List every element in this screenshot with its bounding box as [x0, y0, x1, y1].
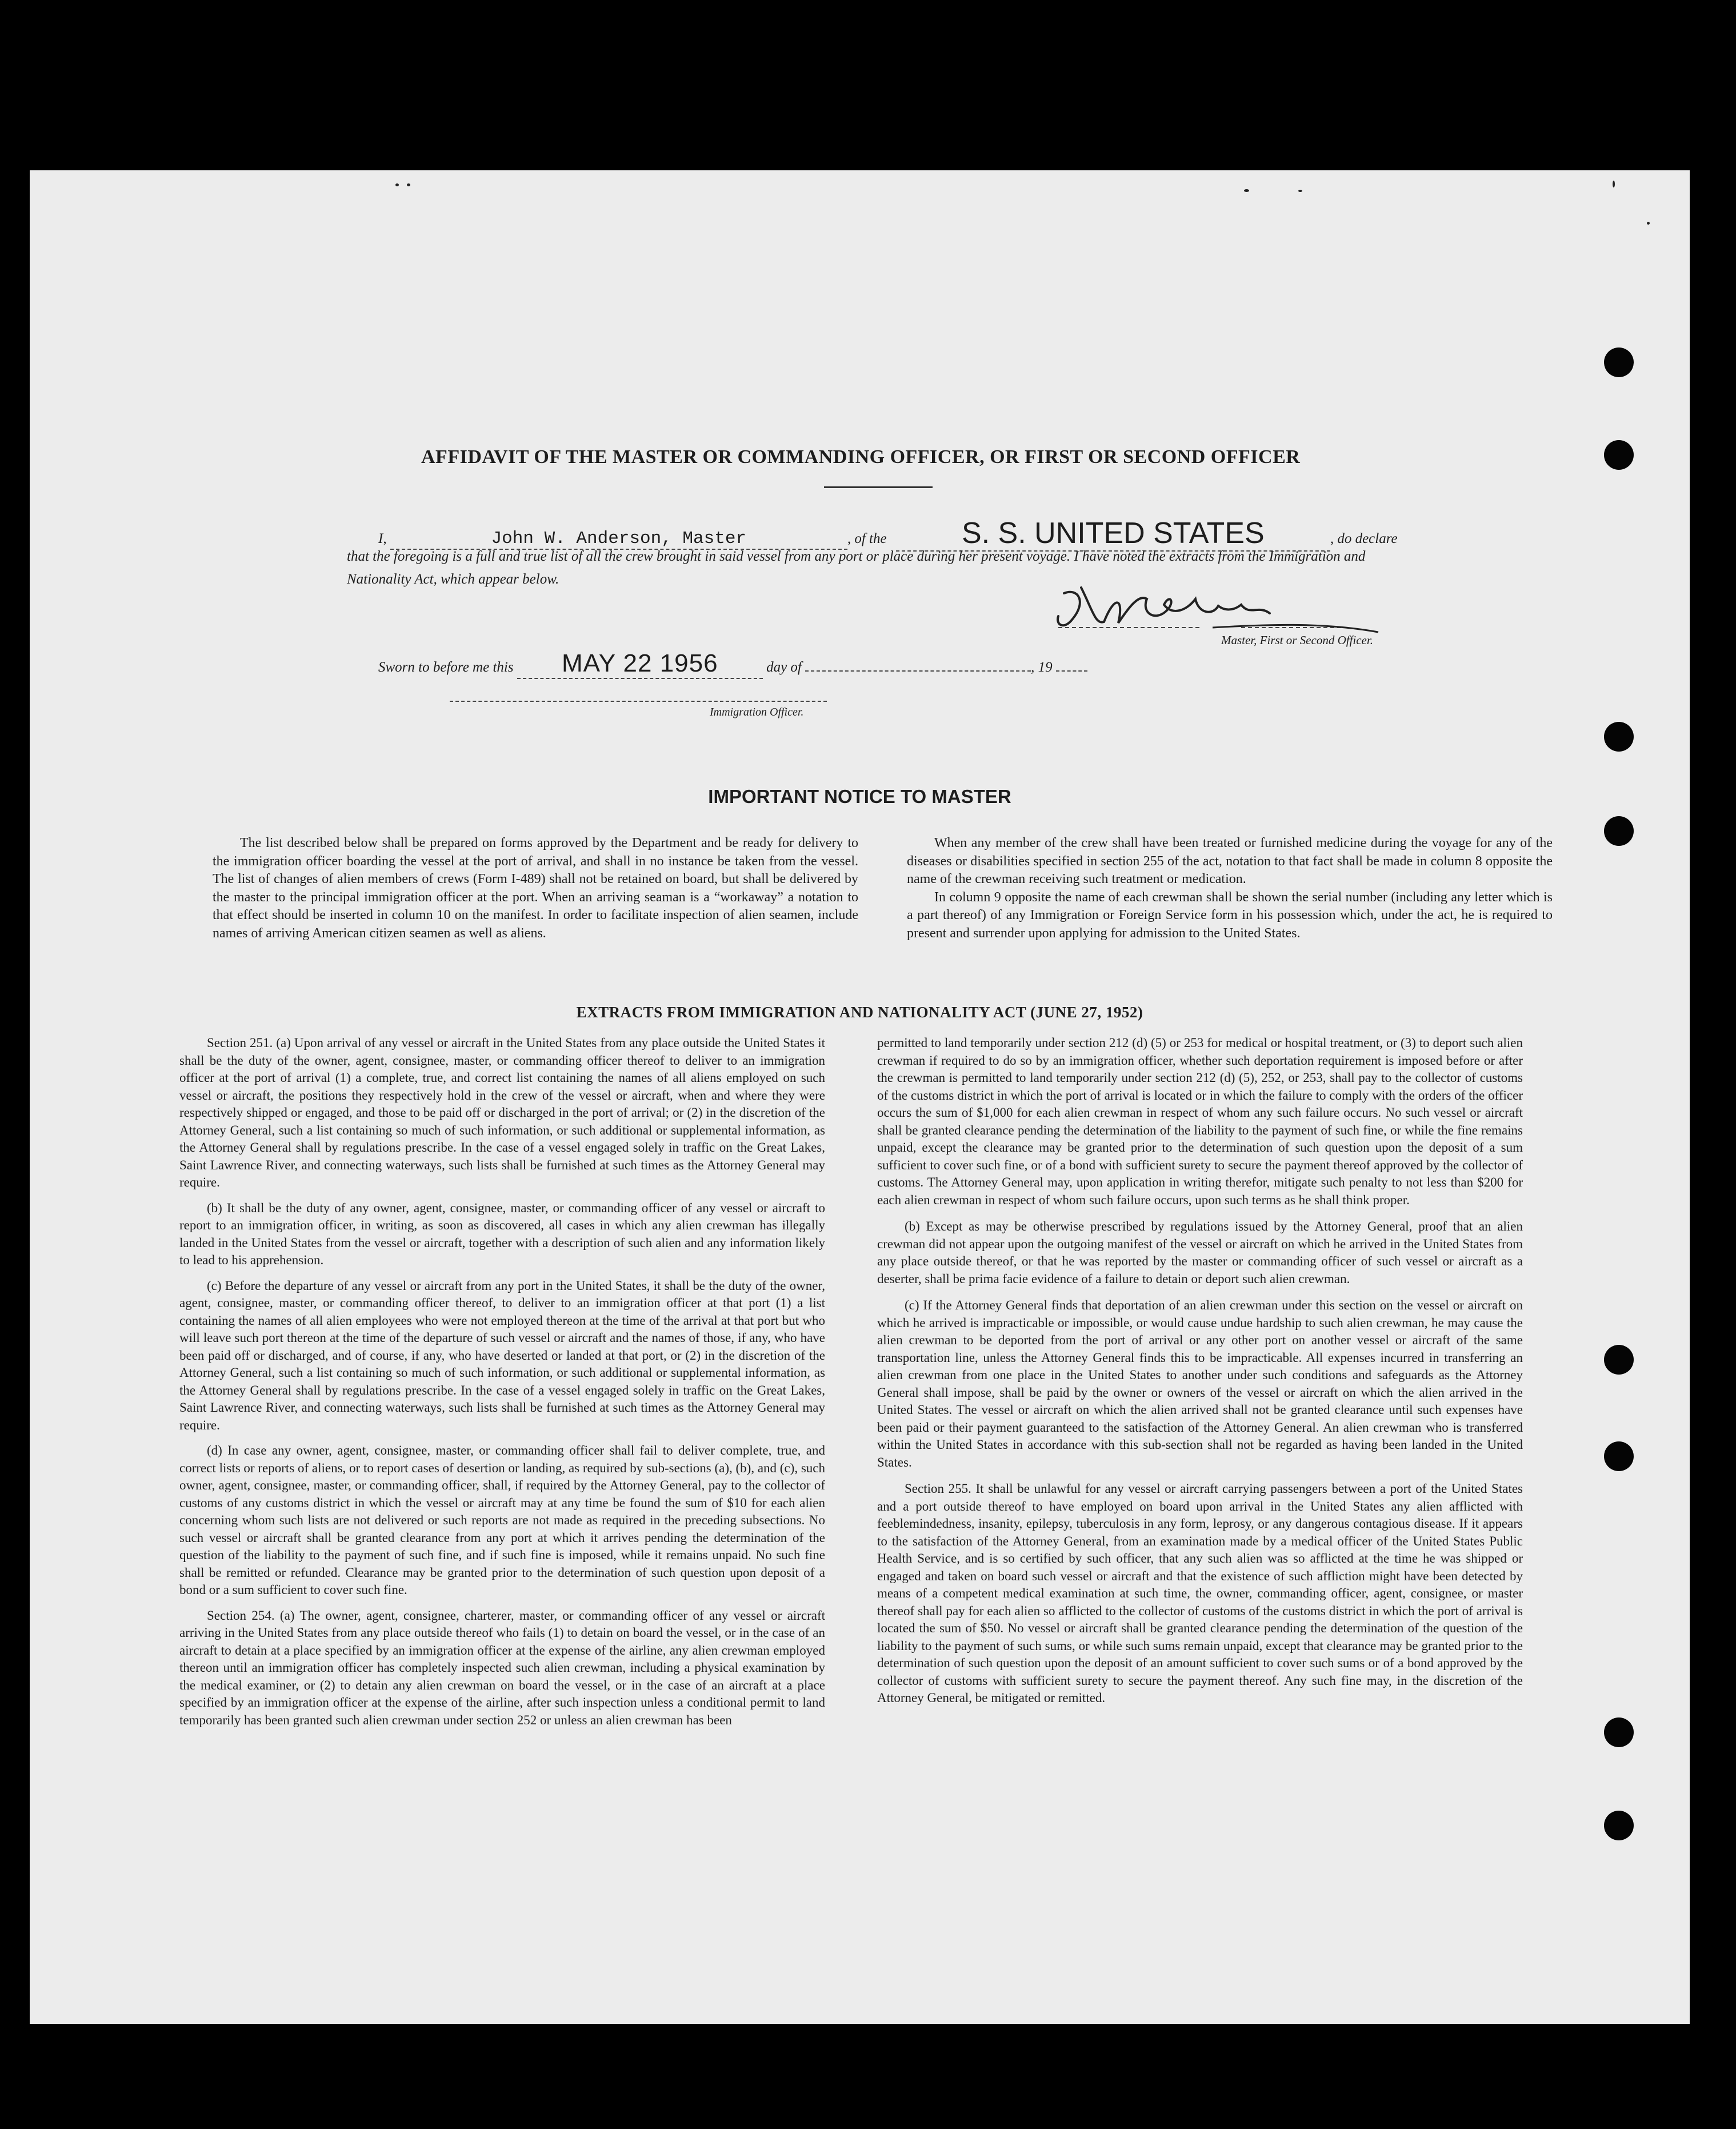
notice-right-paragraph-1: When any member of the crew shall have been treated or furnished medicine during the voyage for any of the diseases or disabilities specified in section 255 of the act, notation to that fact shall be made in column 8 opposite the name of the crewman receiving such treatment or medication.	[907, 836, 1553, 886]
sworn-date-stamp: MAY 22 1956	[562, 649, 718, 677]
i-label: I,	[378, 531, 387, 546]
master-name: John W. Anderson, Master	[491, 529, 747, 549]
month-field	[805, 670, 1031, 672]
immigration-officer-label: Immigration Officer.	[710, 706, 804, 718]
document-page	[30, 170, 1690, 2024]
section-254-a-continued: permitted to land temporarily under section 212 (d) (5) or 253 for medical or hospital treatment, or (3) to deport such alien crewman if required to do so by an immigration officer, whether such deportation requirement is imposed before or after the crewman is permitted to land temporarily under section 212 (d) (5), 252, or 253, shall pay to the collector of customs of the customs district in which the port of arrival is located or in which the failure to comply with the orders of the officer occurs the sum of $1,000 for each alien crewman in respect of whom any such failure occurs. No such vessel or aircraft shall be granted clearance pending the determination of the liability to the payment of such fine, or while the fine remains unpaid, except the clearance may be granted prior to the determination of such question upon the deposit of a sum sufficient to cover such fine, or of a bond with sufficient surety to secure the payment thereof approved by the collector of customs. The Attorney General may, upon application in writing therefor, mitigate such penalty to not less than $200 for each alien crewman in respect of whom such failure occurs, upon such terms as he shall think proper.	[877, 1036, 1523, 1207]
paper-speck	[1613, 181, 1615, 187]
section-251-c: (c) Before the departure of any vessel or aircraft from any port in the United States, it shall be the duty of the owner, agent, consignee, master, or commanding officer thereof, to deliver to an immigration officer at that port (1) a list containing the names of all alien employees who were not employed thereon at the time of the arrival at that port but who will leave such port thereon at the time of the departure of such vessel or aircraft and the names of those, if any, who have been paid off or discharged, and of course, if any, who have deserted or landed at that port, or (2) in the discretion of the Attorney General, such a list containing so much of such information, or such additional or supplemental information, as the Attorney General shall by regulations prescribe. In the case of a vessel engaged solely in traffic on the Great Lakes, Saint Lawrence River, and connecting waterways, such lists shall be furnished at such times as the Attorney General may require.	[179, 1278, 825, 1432]
of-the-label: , of the	[847, 531, 887, 546]
notice-heading: IMPORTANT NOTICE TO MASTER	[708, 786, 1011, 807]
do-declare-label: , do declare	[1330, 531, 1398, 546]
binder-hole	[1604, 722, 1634, 752]
binder-hole	[1604, 1441, 1634, 1471]
binder-hole	[1604, 1717, 1634, 1747]
day-of-label: day of	[766, 660, 802, 675]
binder-hole	[1604, 1811, 1634, 1840]
section-254-c: (c) If the Attorney General finds that deportation of an alien crewman under this section on the vessel or aircraft on which he arrived is impracticable or impossible, or would cause undue hardship to such alien crewman, he may cause the alien crewman to be deported from the port of arrival or any other port on another vessel or aircraft of the same transportation line, unless the Attorney General finds this to be impracticable. All expenses incurred in transferring an alien crewman from one place in the United States to another under such conditions and safeguards as the Attorney General shall impose, shall be paid by the owner or owners of the vessel or aircraft on which the alien arrived in the United States. The vessel or aircraft on which the alien arrived shall not be granted clearance until such expenses have been paid or their payment guaranteed to the satisfaction of the Attorney General. An alien crewman who is transferred within the United States in accordance with this sub-section shall not be regarded as having been landed in the United States.	[877, 1298, 1523, 1469]
signatory-title: Master, First or Second Officer.	[1221, 633, 1373, 647]
notice-right-column	[907, 834, 1553, 942]
binder-hole	[1604, 1345, 1634, 1375]
extracts-heading: EXTRACTS FROM IMMIGRATION AND NATIONALITY ACT (JUNE 27, 1952)	[576, 1004, 1143, 1021]
section-254-b: (b) Except as may be otherwise prescribed by regulations issued by the Attorney General, proof that an alien crewman did not appear upon the outgoing manifest of the vessel or aircraft on which he arrived in the United States from any place outside thereof, or that he was reported by the master or commanding officer of such vessel or aircraft as a deserter, shall be prima facie evidence of a failure to detain or deport such alien crewman.	[877, 1219, 1523, 1286]
affidavit-title: AFFIDAVIT OF THE MASTER OR COMMANDING OFFICER, OR FIRST OR SECOND OFFICER	[421, 446, 1301, 468]
section-251-a: Section 251. (a) Upon arrival of any vessel or aircraft in the United States from any place outside the United States it shall be the duty of the owner, agent, consignee, master, or commanding officer thereof to deliver to an immigration officer at the port of arrival (1) a complete, true, and correct list containing the names of all aliens employed on such vessel or aircraft, the positions they respectively hold in the crew of the vessel or aircraft, when and where they were respectively shipped or engaged, and those to be paid off or discharged in the port of arrival; or (2) in the discretion of the Attorney General, such a list containing so much of such information, or such additional or supplemental information, as the Attorney General shall by regulations prescribe. In the case of a vessel engaged solely in traffic on the Great Lakes, Saint Lawrence River, and connecting waterways, such lists shall be furnished at such times as the Attorney General may require.	[179, 1036, 825, 1189]
affidavit-statement: that the foregoing is a full and true list of all the crew brought in said vessel from any port or place during her present voyage. I have noted the extracts from the Immigration and Nationality Act, which appear below.	[347, 549, 1366, 587]
title-underline	[824, 486, 933, 488]
section-255: Section 255. It shall be unlawful for any vessel or aircraft carrying passengers between a port of the United States and a port outside thereof to have employed on board upon arrival in the United States any alien afflicted with feeblemindedness, insanity, epilepsy, tuberculosis in any form, leprosy, or any dangerous contagious disease. If it appears to the satisfaction of the Attorney General, from an examination made by a medical officer of the United States Public Health Service, and is so certified by such officer, that any such alien was so afflicted at the time he was shipped or engaged and taken on board such vessel or aircraft and that the existence of such affliction might have been detected by means of a competent medical examination at such time, the owner, commanding officer, agent, consignee, or master thereof shall pay for each alien so afflicted to the collector of customs of the customs district in which the port of arrival is located the sum of $50. No vessel or aircraft shall be granted clearance pending the determination of the question of the liability to the payment of such sums, or while such sums remain unpaid, except that clearance may be granted prior to the determination of such question upon the deposit of an amount sufficient to cover such sums or of a bond approved by the collector of customs with sufficient surety to secure the payment thereof. Any such fine may, in the discretion of the Attorney General, be mitigated or remitted.	[877, 1481, 1523, 1705]
section-251-d: (d) In case any owner, agent, consignee, master, or commanding officer shall fail to deliver complete, true, and correct lists or reports of aliens, or to report cases of desertion or landing, as required by sub-sections (a), (b), and (c), such owner, agent, consignee, master, or commanding officer, shall, if required by the Attorney General, pay to the collector of customs of any customs district in which the vessel or aircraft may at any time be found the sum of $10 for each alien concerning whom such lists are not delivered or such reports are not made as required in the preceding subsections. No such vessel or aircraft shall be granted clearance from any port at which it arrives pending the determination of the question of the liability to the payment of such fine, and if such fine is imposed, while it remains unpaid. No such fine shall be remitted or refunded. Clearance may be granted prior to the determination of such question upon deposit of a bond or a sum sufficient to cover such fine.	[179, 1443, 825, 1597]
paper-speck	[1298, 190, 1302, 192]
sworn-date-field	[517, 649, 763, 679]
extracts-left-column	[179, 1034, 825, 1737]
immigration-officer-signature-line	[450, 701, 827, 702]
notice-right-paragraph-2: In column 9 opposite the name of each crewman shall be shown the serial number (including any letter which is a part thereof) of any Immigration or Foreign Service form in his possession which, under the act, he is required to present and surrender upon applying for admission to the United States.	[907, 889, 1553, 941]
binder-hole	[1604, 440, 1634, 470]
paper-speck	[395, 183, 399, 186]
year-field	[1056, 670, 1087, 672]
notice-left-paragraph: The list described below shall be prepared on forms approved by the Department and be ready for delivery to the immigration officer boarding the vessel at the port of arrival, and shall in no instance be taken from the vessel. The list of changes of alien members of crews (Form I-489) shall not be retained on board, but shall be delivered by the master to the principal immigration officer at the port. When an arriving seaman is a “workaway” a notation to that effect should be inserted in column 10 on the manifest. In order to facilitate inspection of alien seamen, include names of arriving American citizen seamen as well as aliens.	[213, 836, 858, 941]
year-prefix: , 19	[1031, 660, 1053, 675]
binder-hole	[1604, 816, 1634, 846]
sworn-line	[378, 649, 1087, 679]
paper-speck	[1647, 222, 1650, 225]
paper-speck	[1244, 189, 1249, 192]
sworn-label: Sworn to before me this	[378, 660, 514, 675]
paper-speck	[407, 183, 410, 186]
vessel-name: S. S. UNITED STATES	[961, 517, 1265, 550]
extracts-right-column	[877, 1034, 1523, 1715]
section-251-b: (b) It shall be the duty of any owner, agent, consignee, master, or commanding officer of any vessel or aircraft to report to an immigration officer, in writing, as soon as discovered, all cases in which any alien crewman has illegally landed in the United States from the vessel or aircraft, together with a description of such alien and any information likely to lead to his apprehension.	[179, 1200, 825, 1267]
notice-left-column	[213, 834, 858, 942]
binder-hole	[1604, 347, 1634, 377]
section-254-a: Section 254. (a) The owner, agent, consignee, charterer, master, or commanding officer of any vessel or aircraft arriving in the United States from any place outside thereof who fails (1) to detain on board the vessel, or in the case of an aircraft to detain at a place specified by an immigration officer at the expense of the airline, any alien crewman employed thereon until an immigration officer has completely inspected such alien crewman, including a physical examination by the medical examiner, or (2) to detain any alien crewman on board the vessel, or in the case of an aircraft at a place specified by an immigration officer at the expense of the airline, after such inspection unless a conditional permit to land temporarily has been granted such alien crewman under section 252 or unless an alien crewman has been	[179, 1608, 825, 1727]
